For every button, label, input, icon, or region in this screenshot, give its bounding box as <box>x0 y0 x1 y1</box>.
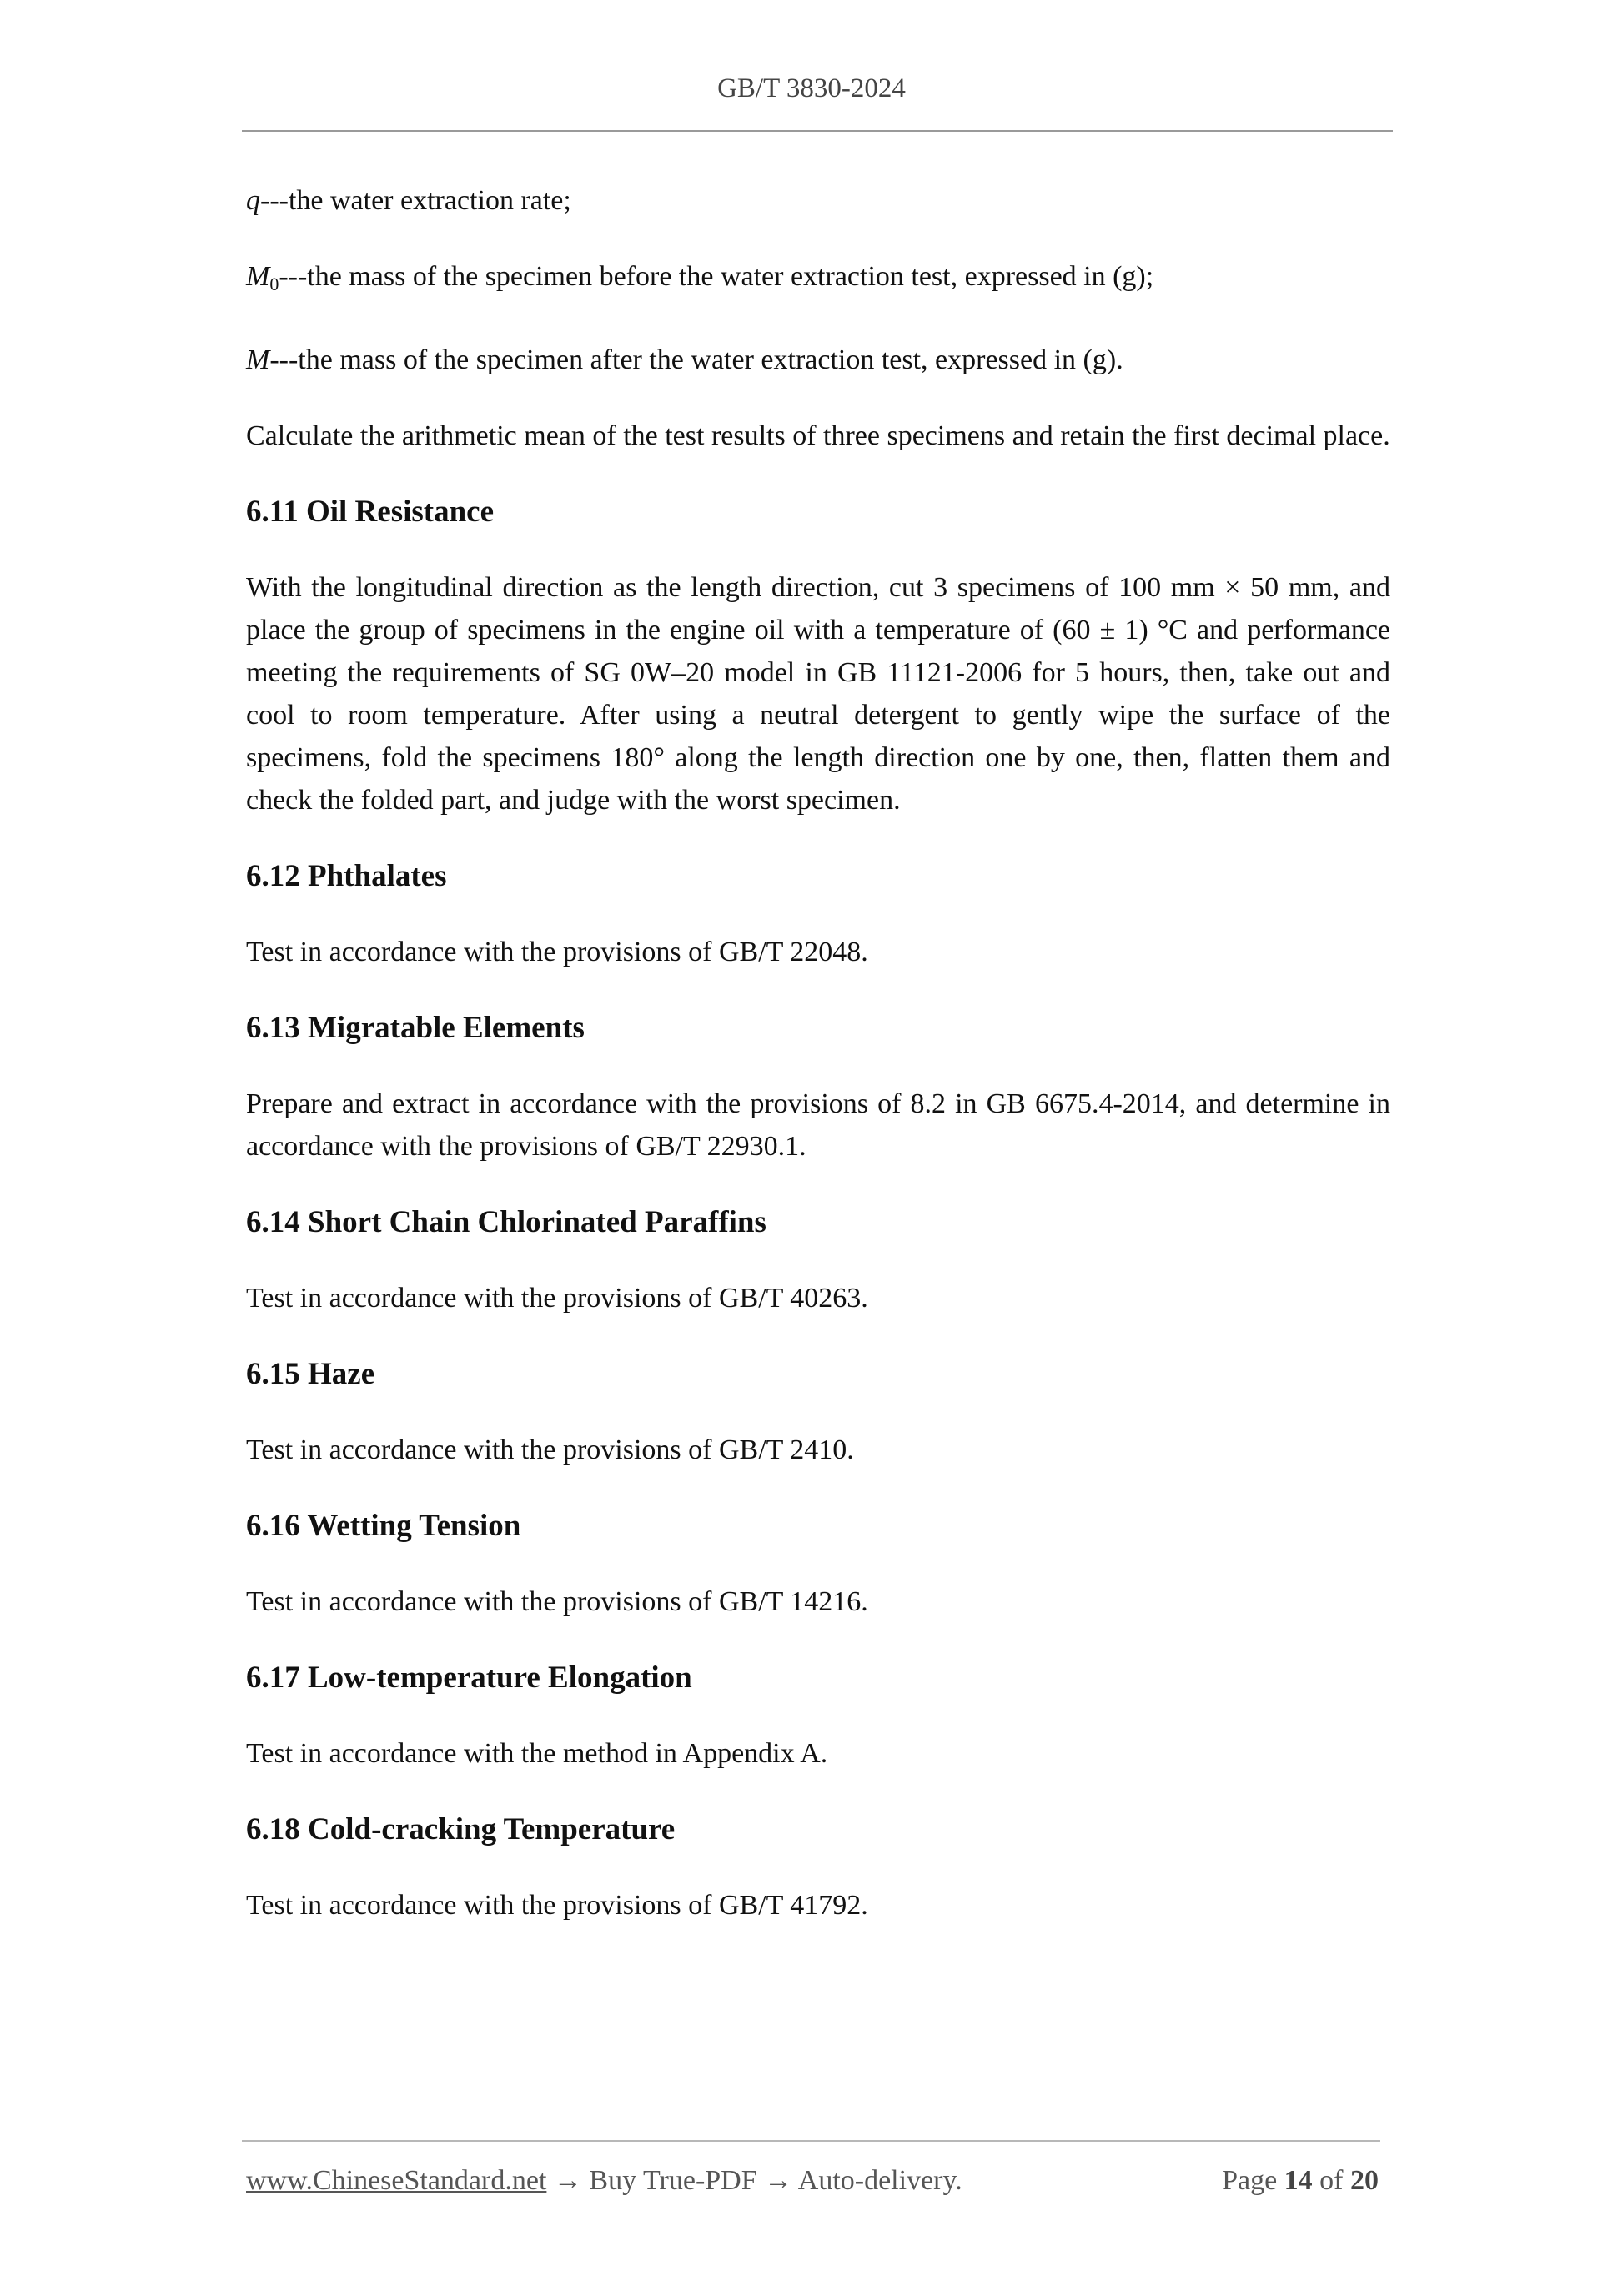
auto-delivery-text: Auto-delivery. <box>797 2165 962 2196</box>
definition-m0 <box>246 255 1390 305</box>
page-label: Page <box>1222 2165 1278 2196</box>
website-link[interactable]: www.ChineseStandard.net <box>246 2165 547 2196</box>
footer-divider <box>242 2140 1380 2142</box>
section-body-6-14: Test in accordance with the provisions of GB/T 40263. <box>246 1283 868 1314</box>
section-heading-6-12: 6.12 Phthalates <box>246 859 447 893</box>
page-footer <box>246 2165 1379 2207</box>
page-total: 20 <box>1350 2165 1379 2196</box>
document-body <box>246 179 1390 1960</box>
section-body-6-11: With the longitudinal direction as the length direction, cut 3 specimens of 100 mm × 50 mm, and place the group of specimens in the engine oil with a temperature of (60 ± 1) °C and performance meeting the requirements of SG 0W–20 model in GB 11121-2006 for 5 hours, then, take out and cool to room temperature. After using a neutral detergent to gently wipe the surface of the specimens, fold the specimens 180° along the length direction one by one, then, flatten them and check the folded part, and judge with the worst specimen. <box>246 572 1390 816</box>
arrow-right-icon: → <box>764 2165 793 2196</box>
section-heading-6-13: 6.13 Migratable Elements <box>246 1011 585 1045</box>
section-heading-6-17: 6.17 Low-temperature Elongation <box>246 1660 692 1695</box>
section-body-6-15: Test in accordance with the provisions of GB/T 2410. <box>246 1434 854 1465</box>
section-body-6-13: Prepare and extract in accordance with the provisions of 8.2 in GB 6675.4-2014, and determine in accordance with the provisions of GB/T 22930.1. <box>246 1088 1390 1162</box>
section-body-6-16: Test in accordance with the provisions of GB/T 14216. <box>246 1586 868 1617</box>
header-divider <box>242 130 1393 132</box>
definition-q <box>246 179 1390 222</box>
of-label: of <box>1319 2165 1344 2196</box>
definition-text: ---the mass of the specimen after the water extraction test, expressed in (g). <box>269 344 1123 375</box>
section-heading-6-11: 6.11 Oil Resistance <box>246 495 495 529</box>
definition-symbol: M <box>246 261 270 292</box>
definition-text: ---the water extraction rate; <box>260 185 571 216</box>
definition-symbol: M <box>246 344 270 375</box>
page-current: 14 <box>1284 2165 1313 2196</box>
section-heading-6-16: 6.16 Wetting Tension <box>246 1509 521 1543</box>
section-body-6-12: Test in accordance with the provisions of GB/T 22048. <box>246 937 868 967</box>
definition-m <box>246 339 1390 381</box>
arrow-right-icon: → <box>553 2165 582 2196</box>
definition-symbol: q <box>246 185 260 216</box>
page-number <box>1222 2165 1379 2197</box>
section-body-6-17: Test in accordance with the method in Appendix A. <box>246 1738 828 1769</box>
page-header-title: GB/T 3830-2024 <box>717 73 906 103</box>
section-heading-6-14: 6.14 Short Chain Chlorinated Paraffins <box>246 1205 766 1239</box>
definition-text: ---the mass of the specimen before the water extraction test, expressed in (g); <box>279 261 1154 292</box>
definition-subscript: 0 <box>269 274 279 294</box>
calculation-note: Calculate the arithmetic mean of the test results of three specimens and retain the first decimal place. <box>246 420 1390 451</box>
section-heading-6-15: 6.15 Haze <box>246 1357 375 1391</box>
footer-promo <box>246 2165 962 2197</box>
buy-true-pdf-text: Buy True-PDF <box>589 2165 757 2196</box>
section-body-6-18: Test in accordance with the provisions of GB/T 41792. <box>246 1890 868 1921</box>
section-heading-6-18: 6.18 Cold-cracking Temperature <box>246 1812 676 1846</box>
